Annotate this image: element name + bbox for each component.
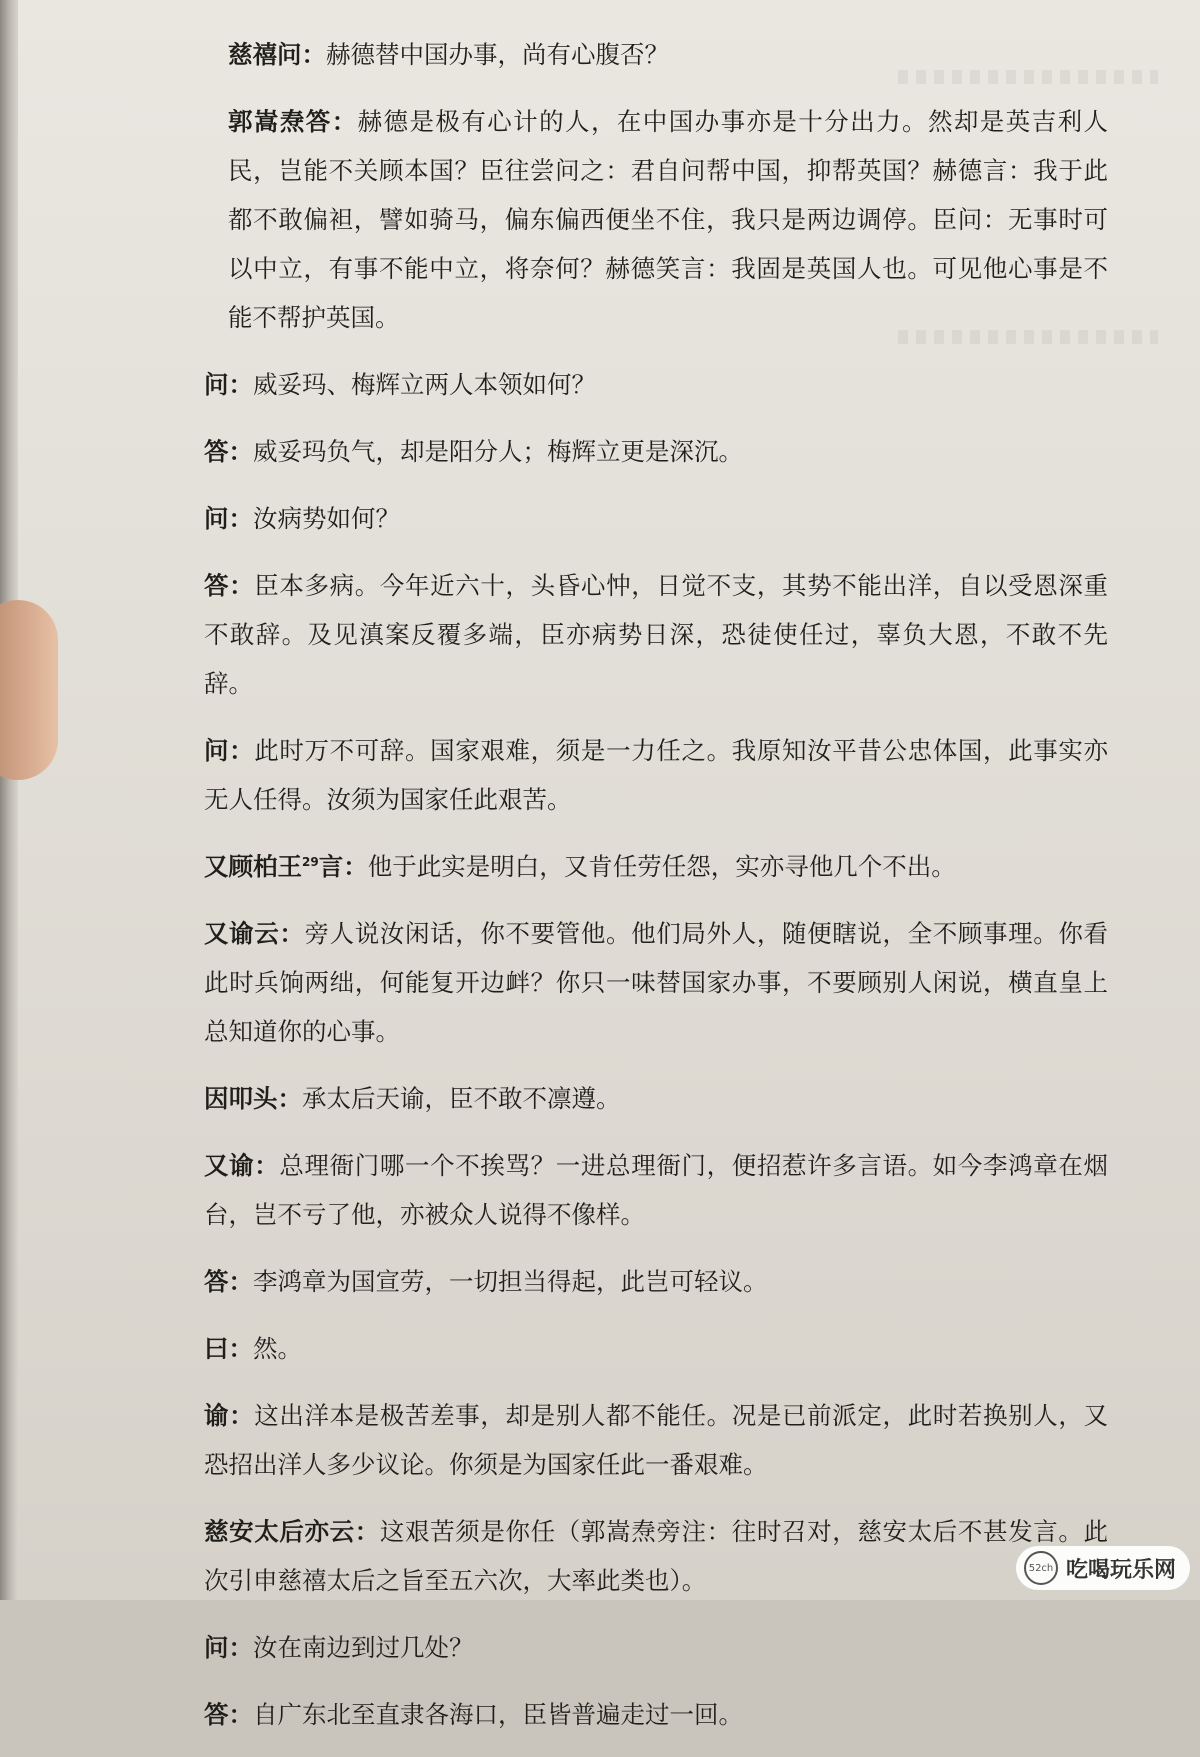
watermark-logo-icon: 52ch xyxy=(1024,1551,1058,1585)
paragraph-text: 威妥玛、梅辉立两人本领如何？ xyxy=(253,370,596,399)
paragraph xyxy=(148,30,1108,79)
paragraph-text: 李鸿章为国宣劳，一切担当得起，此岂可轻议。 xyxy=(253,1267,768,1296)
speaker: 又谕云： xyxy=(204,919,305,948)
site-watermark xyxy=(1016,1546,1190,1590)
paragraph-text: 赫德替中国办事，尚有心腹否？ xyxy=(326,40,669,69)
watermark-text: 吃喝玩乐网 xyxy=(1065,1557,1176,1583)
paragraph-text: 此时万不可辞。国家艰难，须是一力任之。我原知汝平昔公忠体国，此事实亦无人任得。汝须为国家任此艰苦。 xyxy=(204,736,1109,814)
paragraph xyxy=(148,726,1108,824)
speaker-name: 又顾柏王 xyxy=(204,852,302,881)
book-page xyxy=(18,0,1200,1729)
paragraph-text: 赫德是极有心计的人，在中国办事亦是十分出力。然却是英吉利人民，岂能不关顾本国？臣往尝问之：君自问帮中国，抑帮英国？赫德言：我于此都不敢偏袒，譬如骑马，偏东偏西便坐不住，我只是两边调停。臣问：无事时可以中立，有事不能中立，将奈何？赫德笑言：我固是英国人也。可见他心事是不能不帮护英国。 xyxy=(228,107,1109,332)
speaker xyxy=(204,852,368,881)
paragraph xyxy=(148,1074,1108,1123)
paragraph-text: 然。 xyxy=(253,1334,302,1363)
speaker: 曰： xyxy=(204,1334,253,1363)
footnote-marker: 29 xyxy=(302,854,319,869)
paragraph xyxy=(148,494,1108,543)
paragraph xyxy=(148,842,1108,891)
speaker: 答： xyxy=(204,571,255,600)
paragraph xyxy=(148,909,1108,1056)
paragraph xyxy=(148,1507,1108,1605)
body-text xyxy=(148,30,1108,1757)
paragraph xyxy=(148,360,1108,409)
paragraph-text: 汝病势如何？ xyxy=(253,504,400,533)
paragraph xyxy=(148,561,1108,708)
speaker: 谕： xyxy=(204,1401,255,1430)
paragraph-text: 旁人说汝闲话，你不要管他。他们局外人，随便瞎说，全不顾事理。你看此时兵饷两绌，何能复开边衅？你只一味替国家办事，不要顾别人闲说，横直皇上总知道你的心事。 xyxy=(204,919,1108,1046)
paragraph xyxy=(148,1623,1108,1672)
paragraph-text: 汝在南边到过几处？ xyxy=(253,1633,474,1662)
speaker: 问： xyxy=(204,504,253,533)
speaker: 郭嵩焘答： xyxy=(228,107,358,136)
paragraph-text: 自广东北至直隶各海口，臣皆普遍走过一回。 xyxy=(253,1700,743,1729)
speaker: 答： xyxy=(204,1267,253,1296)
speaker: 慈禧问： xyxy=(228,40,326,69)
speaker: 问： xyxy=(204,370,253,399)
speaker: 因叩头： xyxy=(204,1084,302,1113)
speaker: 问： xyxy=(204,736,255,765)
paragraph-text: 总理衙门哪一个不挨骂？一进总理衙门，便招惹许多言语。如今李鸿章在烟台，岂不亏了他，亦被众人说得不像样。 xyxy=(204,1151,1109,1229)
paragraph xyxy=(148,97,1108,342)
paragraph-text: 承太后天谕，臣不敢不凛遵。 xyxy=(302,1084,621,1113)
paragraph xyxy=(148,1324,1108,1373)
paragraph-text: 这艰苦须是你任（郭嵩焘旁注：往时召对，慈安太后不甚发言。此次引申慈禧太后之旨至五六次，大率此类也）。 xyxy=(204,1517,1109,1595)
paragraph xyxy=(148,1391,1108,1489)
paragraph-text: 臣本多病。今年近六十，头昏心忡，日觉不支，其势不能出洋，自以受恩深重不敢辞。及见滇案反覆多端，臣亦病势日深，恐徒使任过，辜负大恩，不敢不先辞。 xyxy=(204,571,1109,698)
paragraph xyxy=(148,1257,1108,1306)
speaker: 慈安太后亦云： xyxy=(204,1517,380,1546)
paragraph-text: 威妥玛负气，却是阳分人；梅辉立更是深沉。 xyxy=(253,437,743,466)
thumb-shadow xyxy=(0,600,58,780)
paragraph-text: 他于此实是明白，又肯任劳任怨，实亦寻他几个不出。 xyxy=(367,852,956,881)
speaker: 答： xyxy=(204,1700,253,1729)
speaker: 又谕： xyxy=(204,1151,280,1180)
paragraph xyxy=(148,1141,1108,1239)
paragraph-text: 这出洋本是极苦差事，却是别人都不能任。况是已前派定，此时若换别人，又恐招出洋人多少议论。你须是为国家任此一番艰难。 xyxy=(204,1401,1109,1479)
speaker-tail: 言： xyxy=(318,852,368,881)
speaker: 问： xyxy=(204,1633,253,1662)
paragraph xyxy=(148,1690,1108,1739)
speaker: 答： xyxy=(204,437,253,466)
paragraph xyxy=(148,427,1108,476)
